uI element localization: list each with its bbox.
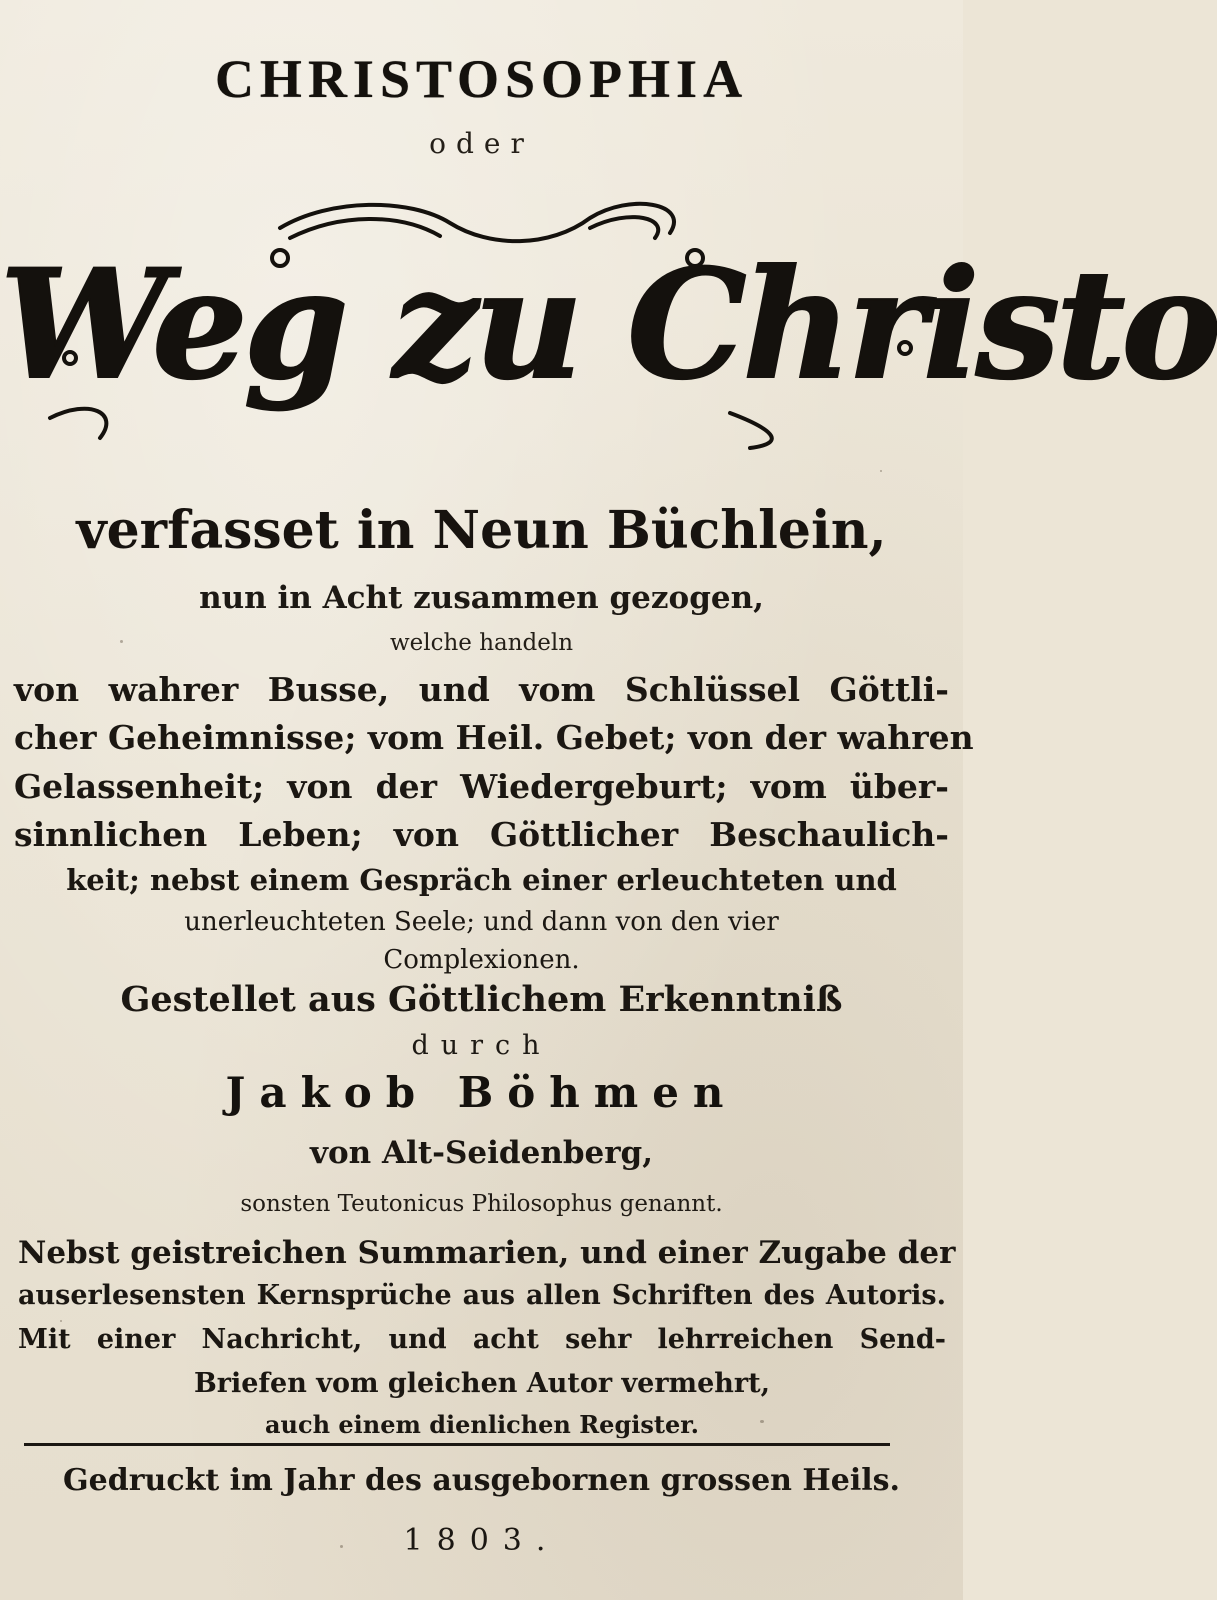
appendix-line: auch einem dienlichen Register. <box>264 1410 700 1439</box>
paper-speck <box>880 470 882 472</box>
appendix-line: Mit einer Nachricht, und acht sehr lehrreichen Send- <box>18 1324 946 1355</box>
author-origin: von Alt-Seidenberg, <box>309 1135 654 1171</box>
main-title: Weg zu Christo <box>0 237 1217 413</box>
paper-speck <box>760 1420 764 1423</box>
paper-speck <box>340 1545 343 1548</box>
appendix-line: auserlesensten Kernsprüche aus allen Schriften des Autoris. <box>18 1280 946 1311</box>
imprint-line: Gedruckt im Jahr des ausgebornen grossen Heils. <box>63 1463 900 1498</box>
divider-rule <box>24 1443 890 1446</box>
title-top: CHRISTOSOPHIA <box>214 49 749 109</box>
durch-line: durch <box>411 1030 552 1061</box>
contents-line: Gelassenheit; von der Wiedergeburt; vom über- <box>14 767 949 806</box>
gestellet-line: Gestellet aus Göttlichem Erkenntniß <box>120 979 843 1020</box>
paper-speck <box>60 1320 62 1322</box>
author-alias: sonsten Teutonicus Philosophus genannt. <box>240 1191 723 1217</box>
contents-line: Complexionen. <box>383 945 580 975</box>
contents-line: cher Geheimnisse; vom Heil. Gebet; von der wahren <box>14 718 974 757</box>
contents-line: sinnlichen Leben; von Göttlicher Beschaulich- <box>14 815 949 854</box>
contents-line: keit; nebst einem Gespräch einer erleuchteten und <box>66 863 897 897</box>
appendix-line: Nebst geistreichen Summarien, und einer Zugabe der <box>18 1235 956 1271</box>
contents-line: von wahrer Busse, und vom Schlüssel Göttli- <box>14 670 949 709</box>
main-title-block <box>0 198 1217 448</box>
appendix-line: Briefen vom gleichen Autor vermehrt, <box>193 1368 771 1399</box>
contents-line: unerleuchteten Seele; und dann von den vier <box>184 907 779 937</box>
subtitle-welche-handeln: welche handeln <box>389 630 574 656</box>
subtitle-eight-combined: nun in Acht zusammen gezogen, <box>199 580 764 616</box>
paper-speck <box>120 640 123 643</box>
oder-line: oder <box>429 127 534 160</box>
subtitle-nine-books: verfasset in Neun Büchlein, <box>76 500 887 561</box>
author-name: Jakob Böhmen <box>225 1068 738 1117</box>
publication-year: 1803. <box>403 1523 560 1558</box>
